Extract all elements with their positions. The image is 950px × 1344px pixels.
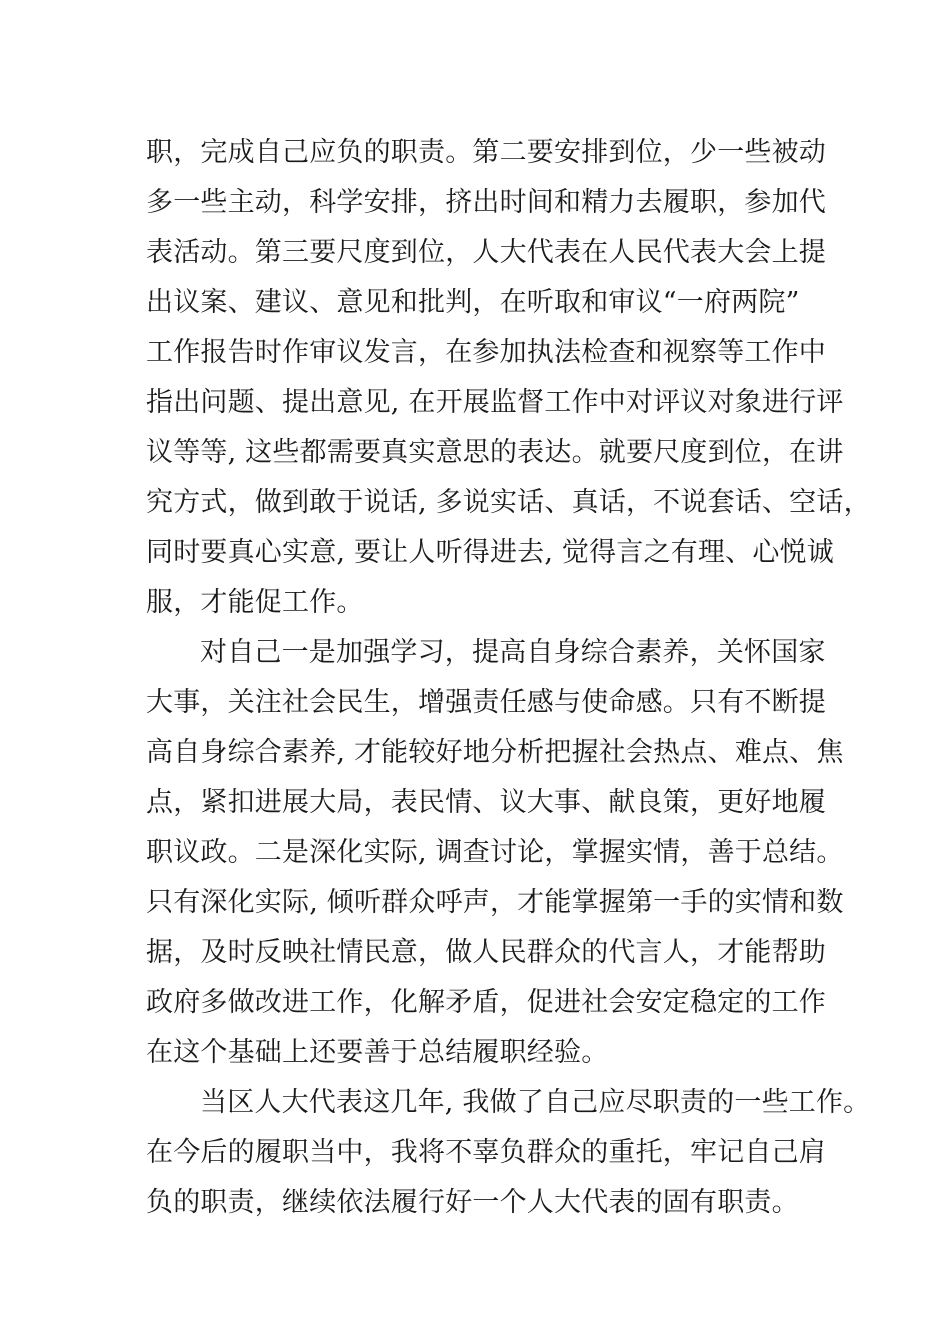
- paragraph-first-line: 当区人大代表这几年, 我做了自己应尽职责的一些工作。: [200, 1087, 871, 1118]
- text-line: 点，紧扣进展大局，表民情、议大事、献良策，更好地履: [146, 787, 826, 818]
- text-line: 同时要真心实意, 要让人听得进去, 觉得言之有理、心悦诚: [146, 537, 834, 568]
- text-line: 指出问题、提出意见, 在开展监督工作中对评议对象进行评: [146, 387, 844, 418]
- text-line: 负的职责，继续依法履行好一个人大代表的固有职责。: [146, 1187, 799, 1218]
- text-line: 在今后的履职当中，我将不辜负群众的重托，牢记自己肩: [146, 1137, 826, 1168]
- text-line: 出议案、建议、意见和批判，在听取和审议“一府两院”: [146, 287, 800, 318]
- text-line: 工作报告时作审议发言，在参加执法检查和视察等工作中: [146, 337, 826, 368]
- text-line: 服，才能促工作。: [146, 587, 364, 618]
- text-line: 究方式，做到敢于说话, 多说实话、真话，不说套话、空话，: [146, 487, 871, 518]
- text-line: 在这个基础上还要善于总结履职经验。: [146, 1037, 609, 1068]
- text-line: 职议政。二是深化实际, 调查讨论，掌握实情，善于总结。: [146, 837, 844, 868]
- text-line: 议等等, 这些都需要真实意思的表达。就要尺度到位，在讲: [146, 437, 844, 468]
- text-line: 多一些主动，科学安排，挤出时间和精力去履职，参加代: [146, 187, 826, 218]
- text-line: 政府多做改进工作，化解矛盾，促进社会安定稳定的工作: [146, 987, 826, 1018]
- text-line: 高自身综合素养, 才能较好地分析把握社会热点、难点、焦: [146, 737, 844, 768]
- text-line: 大事，关注社会民生，增强责任感与使命感。只有不断提: [146, 687, 826, 718]
- text-line: 只有深化实际, 倾听群众呼声，才能掌握第一手的实情和数: [146, 887, 844, 918]
- text-line: 表活动。第三要尺度到位，人大代表在人民代表大会上提: [146, 237, 826, 268]
- body-text: [146, 128, 871, 1228]
- text-line: 职，完成自己应负的职责。第二要安排到位，少一些被动: [146, 137, 826, 168]
- text-line: 据，及时反映社情民意，做人民群众的代言人，才能帮助: [146, 937, 826, 968]
- paragraph-first-line: 对自己一是加强学习，提高自身综合素养，关怀国家: [200, 637, 826, 668]
